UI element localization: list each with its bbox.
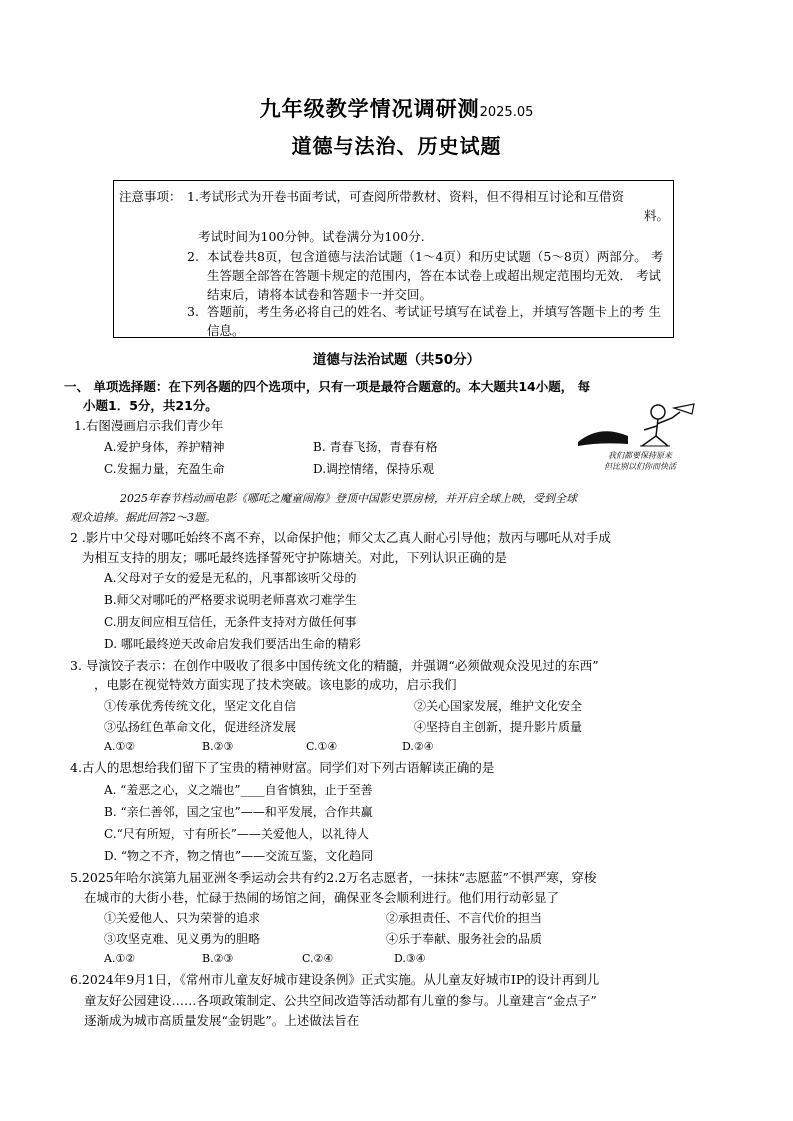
notice-item1-line2: 料。 — [643, 208, 669, 223]
material-line1: 2025年春节档动画电影《哪吒之魔童闹海》登顶中国影史票房榜，并开启全球上映，受到全球 — [120, 492, 577, 505]
notice-box — [113, 180, 674, 338]
q3-option-b: B.②③ — [202, 740, 234, 753]
q5-option-a: A.①② — [104, 952, 136, 965]
notice-item1-line3: 考试时间为100分钟。试卷满分为100分. — [198, 229, 425, 244]
q1-option-d: D.调控情绪，保持乐观 — [313, 462, 435, 476]
q2-option-a: A.父母对子女的爱是无私的，凡事都该听父母的 — [104, 571, 357, 585]
q5-option-b: B.②③ — [202, 952, 234, 965]
q2-option-d: D. 哪吒最终逆天改命启发我们要活出生命的精彩 — [104, 637, 361, 651]
q3-option-c: C.①④ — [306, 740, 338, 753]
q3-statement-2: ②关心国家发展，维护文化安全 — [414, 699, 583, 713]
q4-option-c: C.“尺有所短，寸有所长”——关爱他人，以礼待人 — [104, 827, 369, 841]
q6-line1: 6.2024年9月1日，《常州市儿童友好城市建设条例》正式实施。从儿童友好城市IP的设计再到儿 — [70, 972, 600, 987]
q5-option-d: D.③④ — [394, 952, 426, 965]
section-title: 道德与法治试题（共50分） — [312, 352, 481, 368]
q5-statement-2: ②承担责任、不言代价的担当 — [386, 911, 543, 925]
q5-statement-4: ④乐于奉献、服务社会的品质 — [386, 932, 543, 946]
q4-option-b: B. “亲仁善邻，国之宝也”——和平发展，合作共赢 — [104, 805, 373, 819]
notice-label: 注意事项： — [119, 189, 182, 204]
q6-line2: 童友好公园建设……各项政策制定、公共空间改造等活动都有儿童的参与。儿童建言“金点子” — [84, 993, 597, 1008]
q1-option-b: B. 青春飞扬，青春有格 — [313, 440, 438, 454]
section-instruction-1: 一、 单项选择题：在下列各题的四个选项中，只有一项是最符合题意的。本大题共14小题， 每 — [64, 379, 591, 394]
q2-line1: 2 .影片中父母对哪吒始终不离不弃，以命保护他；师父太乙真人耐心引导他；敖丙与哪吒从对手成 — [70, 530, 611, 545]
notice-item3: 3. 答题前，考生务必将自己的姓名、考试证号填写在试卷上，并填写答题卡上的考 生信息。 — [187, 304, 661, 338]
q4-stem: 4.古人的思想给我们留下了宝贵的精神财富。同学们对下列古语解读正确的是 — [70, 760, 495, 775]
exam-date: 2025.05 — [479, 105, 534, 120]
q6-line3: 逐渐成为城市高质量发展“金钥匙”。上述做法旨在 — [84, 1013, 360, 1028]
q3-statement-4: ④坚持自主创新，提升影片质量 — [414, 720, 583, 734]
cartoon-caption-2: 但比别以们你而快活 — [604, 462, 676, 471]
q2-option-c: C.朋友间应相互信任，无条件支持对方做任何事 — [104, 615, 357, 629]
q3-line1: 3. 导演饺子表示：在创作中吸收了很多中国传统文化的精髓，并强调“必须做观众没见过的东西” — [70, 658, 599, 673]
q1-option-a: A.爱护身体，养护精神 — [104, 440, 225, 454]
exam-title — [0, 93, 793, 123]
cartoon-drawing — [570, 402, 710, 472]
q2-option-b: B.师父对哪吒的严格要求说明老师喜欢刁难学生 — [104, 593, 357, 607]
q5-statement-3: ③攻坚克难、见义勇为的胆略 — [104, 932, 261, 946]
q3-statement-3: ③弘扬红色革命文化，促进经济发展 — [104, 720, 297, 734]
q3-option-d: D.②④ — [402, 740, 434, 753]
q4-option-a: A. “羞恶之心，义之端也”____自省慎独，止于至善 — [104, 783, 373, 797]
cartoon-caption-1: 我们都要保持原来 — [608, 451, 672, 460]
q2-line2: 为相互支持的朋友；哪吒最终选择誓死守护陈塘关。对此，下列认识正确的是 — [82, 550, 508, 565]
section-instruction-2: 小题1．5分，共21分。 — [83, 398, 218, 413]
q4-option-d: D. “物之不齐，物之情也”——交流互鉴，文化趋同 — [104, 849, 374, 863]
exam-subtitle: 道德与法治、历史试题 — [291, 134, 502, 158]
notice-item2: 2. 本试卷共8页，包含道德与法治试题（1～4页）和历史试题（5～8页）两部分。 考生答题全部答在答题卡规定的范围内，答在本试卷上或超出规定范围均无效． 考试结束后，请将本试卷和答题卡一并交回。 — [187, 249, 664, 302]
q1-option-c: C.发掘力量，充盈生命 — [104, 462, 225, 476]
material-line2: 观众追捧。据此回答2～3题。 — [70, 511, 216, 524]
q1-stem: 1.右图漫画启示我们青少年 — [74, 418, 224, 433]
q3-option-a: A.①② — [104, 740, 136, 753]
q5-line1: 5.2025年哈尔滨第九届亚洲冬季运动会共有约2.2万名志愿者，一抹抹“志愿蓝”不惧严寒，穿梭 — [70, 870, 597, 885]
q3-statement-1: ①传承优秀传统文化，坚定文化自信 — [104, 699, 297, 713]
q5-option-c: C.②④ — [302, 952, 334, 965]
notice-item1-line1: 1.考试形式为开卷书面考试，可查阅所带教材、资料，但不得相互讨论和互借资 — [187, 189, 624, 204]
q5-line2: 在城市的大街小巷，忙碌于热闹的场馆之间，确保亚冬会顺利进行。他们用行动彰显了 — [84, 890, 560, 905]
cartoon-illustration — [570, 402, 710, 472]
title-text: 九年级教学情况调研测 — [259, 97, 480, 121]
q3-line2: ，电影在视觉特效方面实现了技术突破。该电影的成功，启示我们 — [94, 677, 457, 692]
q5-statement-1: ①关爱他人、只为荣誉的追求 — [104, 911, 261, 925]
